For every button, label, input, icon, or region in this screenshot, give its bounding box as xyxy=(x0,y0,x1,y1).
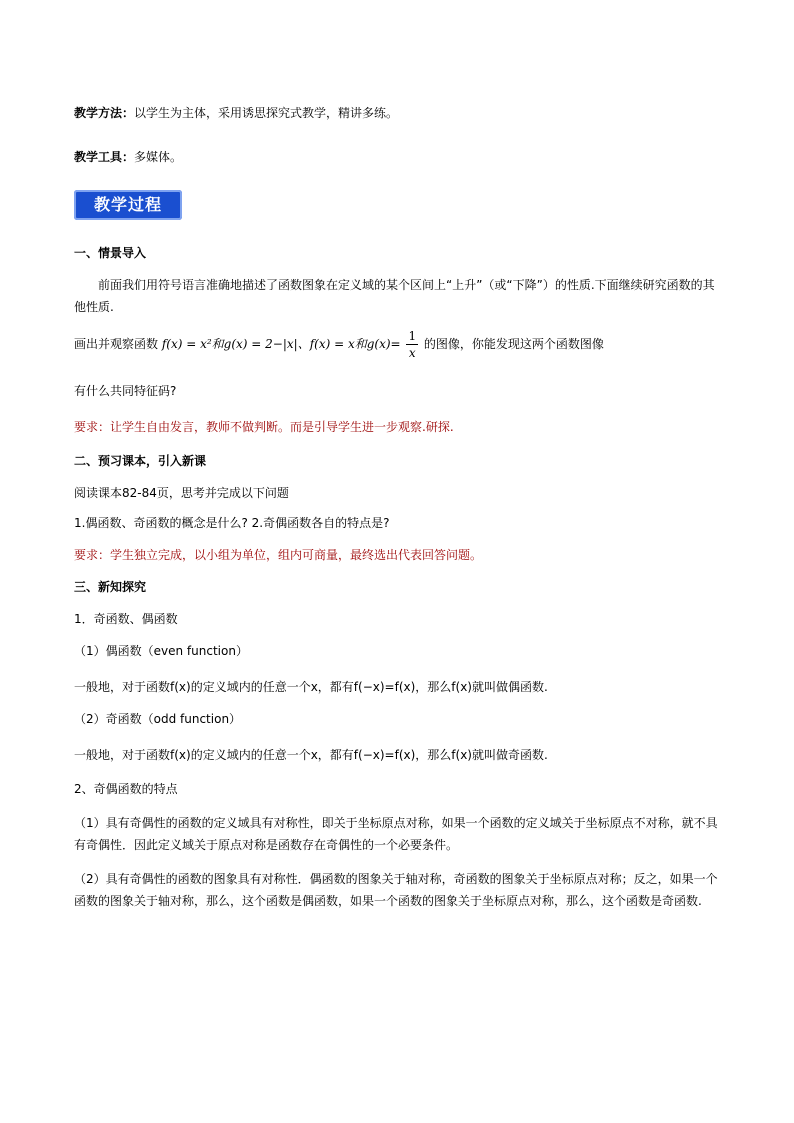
even-function-title: （1）偶函数（even function） xyxy=(74,644,248,658)
draw-suffix: 的图像，你能发现这两个函数图像 xyxy=(423,337,604,351)
subheading-features: 2、奇偶函数的特点 xyxy=(74,782,178,796)
fraction-denominator: x xyxy=(408,346,416,360)
section2-heading: 二、预习课本，引入新课 xyxy=(74,454,207,468)
teaching-tools-text: 多媒体。 xyxy=(134,150,183,164)
function-expression: f(x) = x²和g(x) = 2−|x|、f(x) = x和g(x)= xyxy=(161,337,401,351)
section3-heading: 三、新知探究 xyxy=(74,580,147,594)
section2-reading-line: 阅读课本82-84页，思考并完成以下问题 xyxy=(74,486,289,500)
teaching-method-text: 以学生为主体，采用诱思探究式教学，精讲多练。 xyxy=(134,106,399,120)
odd-function-title: （2）奇函数（odd function） xyxy=(74,712,242,726)
subheading-odd-even-functions: 1．奇函数、偶函数 xyxy=(74,612,178,626)
teaching-method-label: 教学方法： xyxy=(74,106,135,120)
fraction-one-over-x xyxy=(406,328,418,361)
common-feature-question: 有什么共同特征码? xyxy=(74,384,177,398)
section2-requirement: 要求：学生独立完成，以小组为单位，组内可商量，最终选出代表回答问题。 xyxy=(74,548,483,562)
section2-questions-line: 1.偶函数、奇函数的概念是什么? 2.奇偶函数各自的特点是? xyxy=(74,516,390,530)
odd-function-definition: 一般地，对于函数f(x)的定义域内的任意一个x，都有f(−x)=f(x)，那么f(x)就叫做奇函数. xyxy=(74,748,548,762)
fraction-numerator: 1 xyxy=(408,329,417,343)
feature-2-paragraph: （2）具有奇偶性的函数的图象具有对称性．偶函数的图象关于轴对称，奇函数的图象关于坐标原点对称；反之，如果一个函数的图象关于轴对称，那么，这个函数是偶函数，如果一个函数的图象关于坐标原点对称，那么，这个函数是奇函数. xyxy=(74,872,718,908)
teaching-tools-label: 教学工具： xyxy=(74,150,135,164)
draw-prefix: 画出并观察函数 xyxy=(74,337,159,351)
teaching-tools-line xyxy=(74,148,182,166)
section1-intro-paragraph: 前面我们用符号语言准确地描述了函数图象在定义域的某个区间上“上升”（或“下降”）的性质.下面继续研究函数的其他性质. xyxy=(74,278,715,314)
even-function-definition: 一般地，对于函数f(x)的定义域内的任意一个x，都有f(−x)=f(x)，那么f(x)就叫做偶函数. xyxy=(74,680,548,694)
section1-requirement: 要求：让学生自由发言，教师不做判断。而是引导学生进一步观察.研探. xyxy=(74,420,454,434)
feature-1-paragraph: （1）具有奇偶性的函数的定义域具有对称性，即关于坐标原点对称，如果一个函数的定义域关于坐标原点不对称，就不具有奇偶性．因此定义域关于原点对称是函数存在奇偶性的一个必要条件。 xyxy=(74,816,718,852)
section1-heading: 一、情景导入 xyxy=(74,246,147,260)
draw-functions-line xyxy=(74,326,604,362)
teaching-method-line xyxy=(74,104,398,122)
teaching-process-banner: 教学过程 xyxy=(74,190,182,220)
